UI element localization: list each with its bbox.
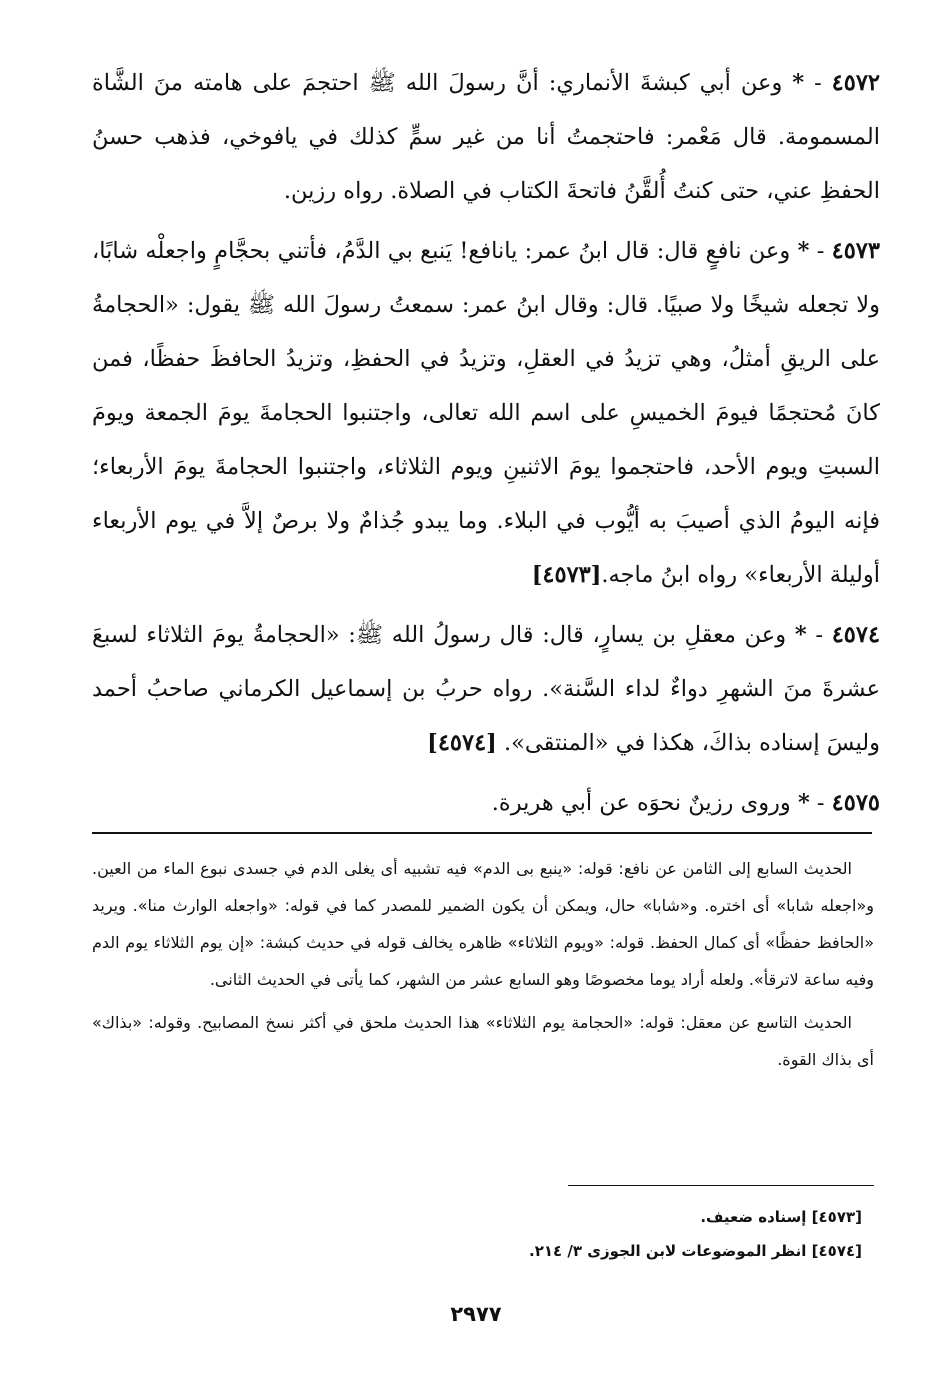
commentary [92,850,874,1084]
hadith-reference: [٤٥٧٣] [531,562,602,588]
hadith-number: ٤٥٧٢ [831,70,880,96]
hadith-text: وعن نافعٍ قال: قال ابنُ عمر: يانافع! يَنبع بي الدَّمُ، فأتني بحجَّامٍ واجعلْه شابًا، ولا تجعله شيخًا ولا صبيًا. قال: وقال ابنُ عمر: سمعتُ رسولَ الله ﷺ يقول: «الحجامةُ على الريقِ أمثلُ، وهي تزيدُ في العقلِ، وتزيدُ في الحفظِ، وتزيدُ الحافظَ حفظًا، فمن كانَ مُحتجمًا فيومَ الخميسِ على اسم الله تعالى، واجتنبوا الحجامةَ يومَ الجمعة ويومَ السبتِ ويوم الأحد، فاحتجموا يومَ الاثنينِ ويوم الثلاثاء، واجتنبوا الحجامةَ يومَ الأربعاء؛ فإنه اليومُ الذي أصيبَ به أيُّوب في البلاء. وما يبدو جُذامٌ ولا برصٌ إلاَّ في يوم الأربعاء أوليلة الأربعاء» رواه ابنُ ماجه. [92,238,880,588]
hadith-reference: [٤٥٧٤] [427,730,497,756]
hadith-text: وروى رزينٌ نحوَه عن أبي هريرة. [491,790,791,816]
commentary-paragraph: الحديث السابع إلى الثامن عن نافع: قوله: «ينبع بى الدم» فيه تشبيه أى يغلى الدم في جسدى نبوع الماء من العين. و«اجعله شابا» أى اختره. و«شابا» حال، ويمكن أن يكون الضمير للمصدر كما في قوله: «واجعله الوارث منا». ويريد «الحافظ حفظًا» أى كمال الحفظ. قوله: «ويوم الثلاثاء» ظاهره يخالف قوله في حديث كبشة: «إن يوم الثلاثاء يوم الدم وفيه ساعة لاترقأ». ولعله أراد يوما مخصوصًا وهو السابع عشر من الشهر، كما يأتى في الحديث الثانى. [92,859,874,989]
hadith-4573 [92,224,880,602]
separator-dash: - [815,622,823,648]
hadith-4572 [92,56,880,218]
hadith-text: وعن معقلِ بن يسارٍ، قال: قال رسولُ الله ﷺ: «الحجامةُ يومَ الثلاثاء لسبعَ عشرةَ منَ الشهرِ دواءٌ لداء السَّنة». رواه حربُ بن إسماعيل الكرماني صاحبُ أحمد وليسَ إسناده بذاكَ، هكذا في «المنتقى». [92,622,880,756]
footnotes [529,1200,862,1268]
separator-dash: - [814,70,822,96]
commentary-divider [92,832,872,834]
separator-dash: - [816,790,825,816]
hadith-number: ٤٥٧٥ [831,790,880,816]
star-marker: * [797,238,810,264]
footnote-4574: [٤٥٧٤] انظر الموضوعات لابن الجوزى ٣/ ٢١٤. [529,1242,862,1260]
hadith-number: ٤٥٧٣ [831,238,880,264]
main-text [92,56,880,836]
star-marker: * [792,70,805,96]
hadith-text: وعن أبي كبشةَ الأنماري: أنَّ رسولَ الله ﷺ احتجمَ على هامته منَ الشَّاة المسمومة. قال مَعْمر: فاحتجمتُ أنا من غير سمٍّ كذلك في يافوخي، فذهب حسنُ الحفظِ عني، حتى كنتُ أُلقَّنُ فاتحةَ الكتاب في الصلاة. رواه رزين. [92,70,880,204]
footnote-divider [568,1185,874,1186]
hadith-4574 [92,608,880,770]
separator-dash: - [816,238,825,264]
footnote-4573: [٤٥٧٣] إسناده ضعيف. [700,1208,862,1226]
hadith-4575 [92,776,880,830]
star-marker: * [797,790,810,816]
star-marker: * [794,622,807,648]
commentary-paragraph: الحديث التاسع عن معقل: قوله: «الحجامة يوم الثلاثاء» هذا الحديث ملحق في أكثر نسخ المصابيح. وقوله: «بذاك» أى بذاك القوة. [92,1013,874,1069]
page-number: ٢٩٧٧ [450,1302,502,1326]
hadith-number: ٤٥٧٤ [831,622,881,648]
